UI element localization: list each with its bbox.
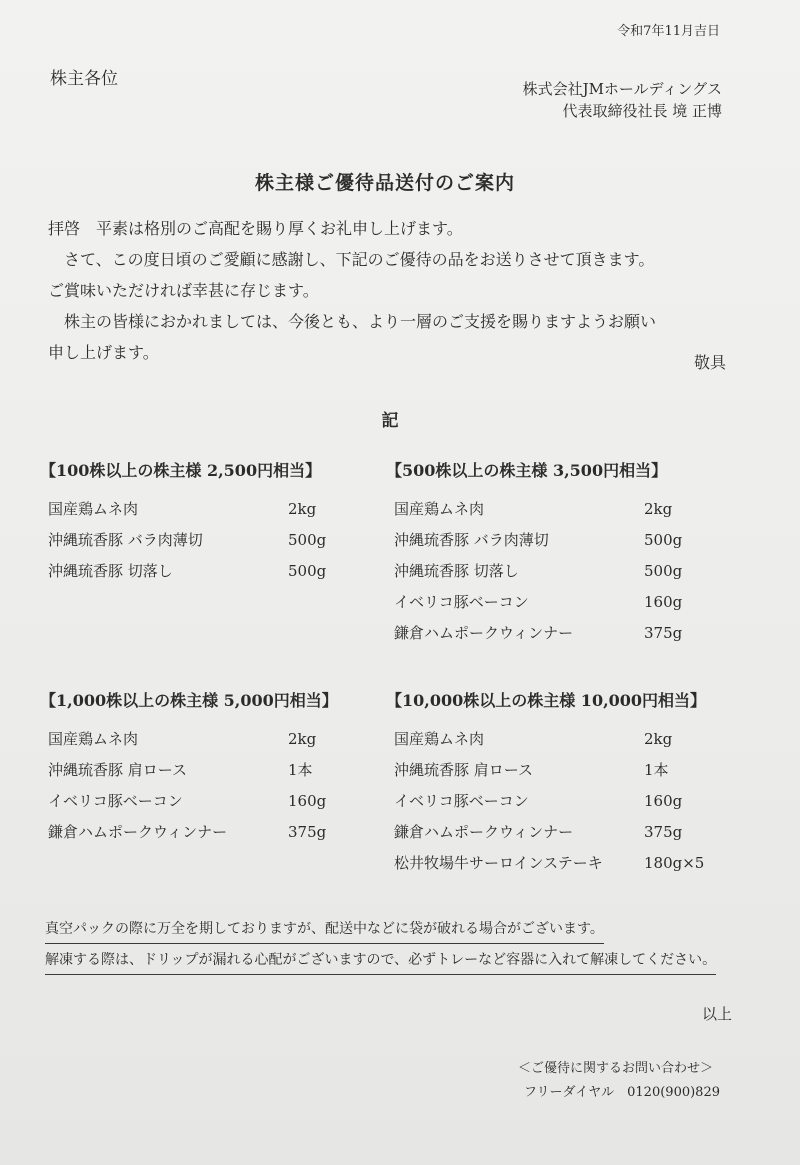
tier-500-shares xyxy=(386,458,682,649)
tier-10000-shares xyxy=(386,688,706,879)
tier-title: 【1,000株以上の株主様 5,000円相当】 xyxy=(40,691,338,710)
item-qty: 160g xyxy=(644,792,683,810)
list-item xyxy=(48,556,326,587)
list-item xyxy=(394,724,706,755)
tier-title: 【500株以上の株主様 3,500円相当】 xyxy=(386,461,668,480)
item-qty: 160g xyxy=(288,792,327,810)
list-item xyxy=(48,817,338,848)
item-qty: 500g xyxy=(288,531,327,549)
item-qty: 2kg xyxy=(644,730,673,748)
item-name: イベリコ豚ベーコン xyxy=(48,792,183,810)
item-name: 国産鶏ムネ肉 xyxy=(394,730,485,748)
issue-date: 令和7年11月吉日 xyxy=(617,24,720,39)
item-name: 沖縄琉香豚 バラ肉薄切 xyxy=(48,531,203,549)
list-item xyxy=(48,525,326,556)
handling-notes xyxy=(45,916,716,975)
item-name: 国産鶏ムネ肉 xyxy=(48,730,139,748)
body-line: さて、この度日頃のご愛顧に感謝し、下記のご優待の品をお送りさせて頂きます。 xyxy=(48,250,655,269)
ki-heading: 記 xyxy=(381,411,399,431)
list-item xyxy=(48,786,338,817)
document-title: 株主様ご優待品送付のご案内 xyxy=(254,172,515,194)
item-list xyxy=(386,494,682,649)
tier-title: 【10,000株以上の株主様 10,000円相当】 xyxy=(386,691,707,710)
contact-heading: ＜ご優待に関するお問い合わせ＞ xyxy=(518,1061,714,1076)
list-item xyxy=(394,786,706,817)
tier-100-shares xyxy=(40,458,326,587)
item-name: イベリコ豚ベーコン xyxy=(394,792,529,810)
item-qty: 500g xyxy=(288,562,327,580)
item-name: 国産鶏ムネ肉 xyxy=(48,500,139,518)
item-qty: 375g xyxy=(644,823,683,841)
contact-phone: フリーダイヤル 0120(900)829 xyxy=(524,1085,720,1100)
item-list xyxy=(386,724,706,879)
list-item xyxy=(394,755,706,786)
body-line: ご賞味いただければ幸甚に存じます。 xyxy=(48,281,319,300)
list-item xyxy=(394,587,682,618)
list-item xyxy=(48,755,338,786)
list-item xyxy=(48,724,338,755)
item-name: イベリコ豚ベーコン xyxy=(394,593,529,611)
item-qty: 2kg xyxy=(288,500,317,518)
item-name: 沖縄琉香豚 肩ロース xyxy=(48,761,188,779)
item-name: 国産鶏ムネ肉 xyxy=(394,500,485,518)
item-qty: 375g xyxy=(644,624,683,642)
body-line: 株主の皆様におかれましては、今後とも、より一層のご支援を賜りますようお願い xyxy=(48,312,657,331)
addressee: 株主各位 xyxy=(50,69,118,89)
letter-body xyxy=(48,213,748,368)
list-item xyxy=(394,848,706,879)
item-name: 松井牧場牛サーロインステーキ xyxy=(394,854,603,872)
item-qty: 1本 xyxy=(288,761,313,779)
body-line: 申し上げます。 xyxy=(48,343,159,362)
note-line-vacuum-pack: 真空パックの際に万全を期しておりますが、配送中などに袋が破れる場合がございます。 xyxy=(45,916,604,944)
item-qty: 375g xyxy=(288,823,327,841)
item-list xyxy=(40,724,338,848)
list-item xyxy=(394,525,682,556)
closing-keigu: 敬具 xyxy=(693,353,726,372)
list-item xyxy=(394,494,682,525)
item-name: 鎌倉ハムポークウィンナー xyxy=(48,823,228,841)
item-qty: 180g×5 xyxy=(644,854,705,872)
item-qty: 1本 xyxy=(644,761,669,779)
note-line-thawing: 解凍する際は、ドリップが漏れる心配がございますので、必ずトレーなど容器に入れて解凍してください。 xyxy=(45,947,716,975)
contact-block xyxy=(518,1057,720,1105)
item-name: 沖縄琉香豚 切落し xyxy=(48,562,173,580)
item-qty: 500g xyxy=(644,531,683,549)
item-name: 沖縄琉香豚 肩ロース xyxy=(394,761,534,779)
item-name: 鎌倉ハムポークウィンナー xyxy=(394,624,574,642)
item-name: 沖縄琉香豚 切落し xyxy=(394,562,519,580)
item-qty: 500g xyxy=(644,562,683,580)
representative-name: 代表取締役社長 境 正博 xyxy=(562,102,722,120)
sender-block xyxy=(523,78,722,122)
body-line: 拝啓 平素は格別のご高配を賜り厚くお礼申し上げます。 xyxy=(48,219,463,238)
tier-title: 【100株以上の株主様 2,500円相当】 xyxy=(40,461,322,480)
item-qty: 2kg xyxy=(644,500,673,518)
list-item xyxy=(48,494,326,525)
item-qty: 160g xyxy=(644,593,683,611)
closing-ijo: 以上 xyxy=(701,1005,732,1023)
company-name: 株式会社JMホールディングス xyxy=(522,80,722,98)
item-list xyxy=(40,494,326,587)
list-item xyxy=(394,817,706,848)
item-name: 鎌倉ハムポークウィンナー xyxy=(394,823,574,841)
item-name: 沖縄琉香豚 バラ肉薄切 xyxy=(394,531,549,549)
tier-1000-shares xyxy=(40,688,338,848)
list-item xyxy=(394,618,682,649)
list-item xyxy=(394,556,682,587)
item-qty: 2kg xyxy=(288,730,317,748)
